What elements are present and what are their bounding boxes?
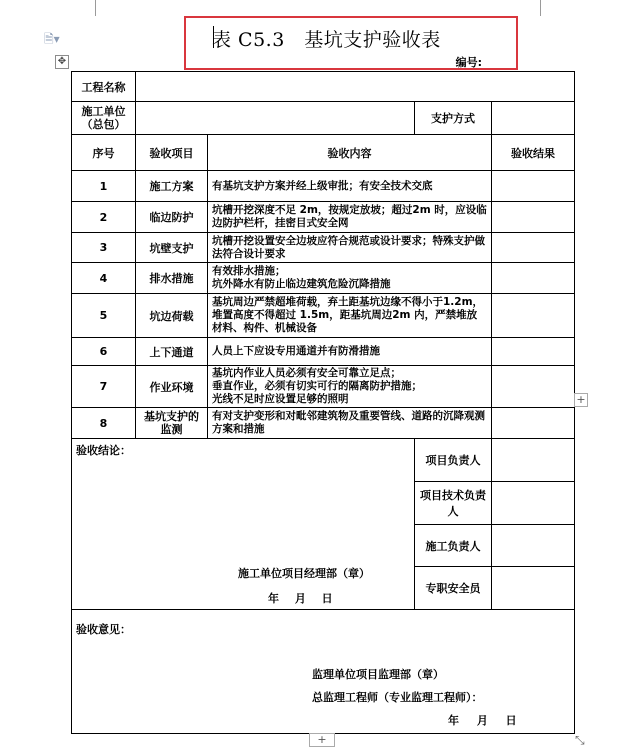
table-row <box>72 202 575 233</box>
role-safety-officer: 专职安全员 <box>415 567 492 610</box>
row-result[interactable] <box>492 263 575 294</box>
table-row <box>72 233 575 263</box>
row-item: 作业环境 <box>136 366 208 408</box>
col-header-no: 序号 <box>72 135 136 171</box>
role-construction-manager-sign[interactable] <box>492 525 575 567</box>
row-no: 5 <box>72 294 136 338</box>
table-row <box>72 366 575 408</box>
role-project-manager: 项目负责人 <box>415 439 492 482</box>
row-result[interactable] <box>492 171 575 202</box>
role-project-manager-sign[interactable] <box>492 439 575 482</box>
conclusion-cell[interactable] <box>72 439 415 610</box>
row-no: 1 <box>72 171 136 202</box>
document-icon[interactable]: 🗎▾ <box>44 32 60 46</box>
table-row <box>72 338 575 366</box>
page-corner-left <box>83 0 96 16</box>
row-content: 坑槽开挖深度不足 2m，按规定放坡；超过2m 时，应设临边防护栏杆，挂密目式安全网 <box>208 202 492 233</box>
row-item: 上下通道 <box>136 338 208 366</box>
opinion-date: 年 月 日 <box>448 714 517 727</box>
row-content: 有基坑支护方案并经上级审批；有安全技术交底 <box>208 171 492 202</box>
opinion-cell[interactable] <box>72 610 575 734</box>
role-technical-manager: 项目技术负责人 <box>415 482 492 525</box>
row-result[interactable] <box>492 294 575 338</box>
conclusion-date: 年 月 日 <box>268 592 333 605</box>
acceptance-table <box>71 71 575 734</box>
row-content: 有对支护变形和对毗邻建筑物及重要管线、道路的沉降观测方案和措施 <box>208 408 492 439</box>
project-name-value[interactable] <box>136 72 575 102</box>
row-no: 2 <box>72 202 136 233</box>
row-result[interactable] <box>492 233 575 263</box>
row-item: 施工方案 <box>136 171 208 202</box>
row-content: 人员上下应设专用通道并有防滑措施 <box>208 338 492 366</box>
table-row <box>72 263 575 294</box>
add-column-icon[interactable]: + <box>574 393 588 407</box>
row-no: 6 <box>72 338 136 366</box>
row-no: 3 <box>72 233 136 263</box>
table-resize-icon[interactable]: ⤡ <box>575 733 585 747</box>
row-no: 4 <box>72 263 136 294</box>
add-row-icon[interactable]: + <box>309 733 335 747</box>
row-item: 临边防护 <box>136 202 208 233</box>
row-no: 7 <box>72 366 136 408</box>
construction-dept-seal: 施工单位项目经理部（章） <box>238 567 370 580</box>
role-construction-manager: 施工负责人 <box>415 525 492 567</box>
serial-number-label: 编号: <box>455 56 482 69</box>
title-highlight-box <box>184 16 518 70</box>
row-result[interactable] <box>492 202 575 233</box>
role-safety-officer-sign[interactable] <box>492 567 575 610</box>
row-no: 8 <box>72 408 136 439</box>
row-item: 坑边荷载 <box>136 294 208 338</box>
opinion-label: 验收意见： <box>76 623 131 636</box>
table-row <box>72 294 575 338</box>
row-result[interactable] <box>492 366 575 408</box>
row-content: 坑槽开挖设置安全边坡应符合规范或设计要求；特殊支护做法符合设计要求 <box>208 233 492 263</box>
support-method-value[interactable] <box>492 102 575 135</box>
conclusion-label: 验收结论： <box>76 444 131 457</box>
row-item: 坑壁支护 <box>136 233 208 263</box>
support-method-label: 支护方式 <box>415 102 492 135</box>
table-row <box>72 171 575 202</box>
row-item: 基坑支护的 监测 <box>136 408 208 439</box>
col-header-content: 验收内容 <box>208 135 492 171</box>
table-row <box>72 408 575 439</box>
row-item: 排水措施 <box>136 263 208 294</box>
supervision-dept-seal: 监理单位项目监理部（章） <box>312 668 444 681</box>
row-result[interactable] <box>492 408 575 439</box>
project-name-label: 工程名称 <box>72 72 136 102</box>
page-corner-right <box>540 0 553 16</box>
construction-unit-value[interactable] <box>136 102 415 135</box>
row-result[interactable] <box>492 338 575 366</box>
construction-unit-label: 施工单位 （总包） <box>72 102 136 135</box>
row-content: 基坑周边严禁超堆荷载，弃土距基坑边缘不得小于1.2m，堆置高度不得超过 1.5m，距基坑周边2m 内，严禁堆放材料、构件、机械设备 <box>208 294 492 338</box>
role-technical-manager-sign[interactable] <box>492 482 575 525</box>
document-title[interactable]: 表 C5.3 基坑支护验收表 <box>212 29 441 51</box>
row-content: 有效排水措施； 坑外降水有防止临边建筑危险沉降措施 <box>208 263 492 294</box>
col-header-item: 验收项目 <box>136 135 208 171</box>
col-header-result: 验收结果 <box>492 135 575 171</box>
row-content: 基坑内作业人员必须有安全可靠立足点； 垂直作业，必须有切实可行的隔离防护措施； 光线不足时应设置足够的照明 <box>208 366 492 408</box>
table-move-handle-icon[interactable]: ✥ <box>55 55 69 69</box>
chief-supervisor-label: 总监理工程师（专业监理工程师）： <box>312 691 483 704</box>
